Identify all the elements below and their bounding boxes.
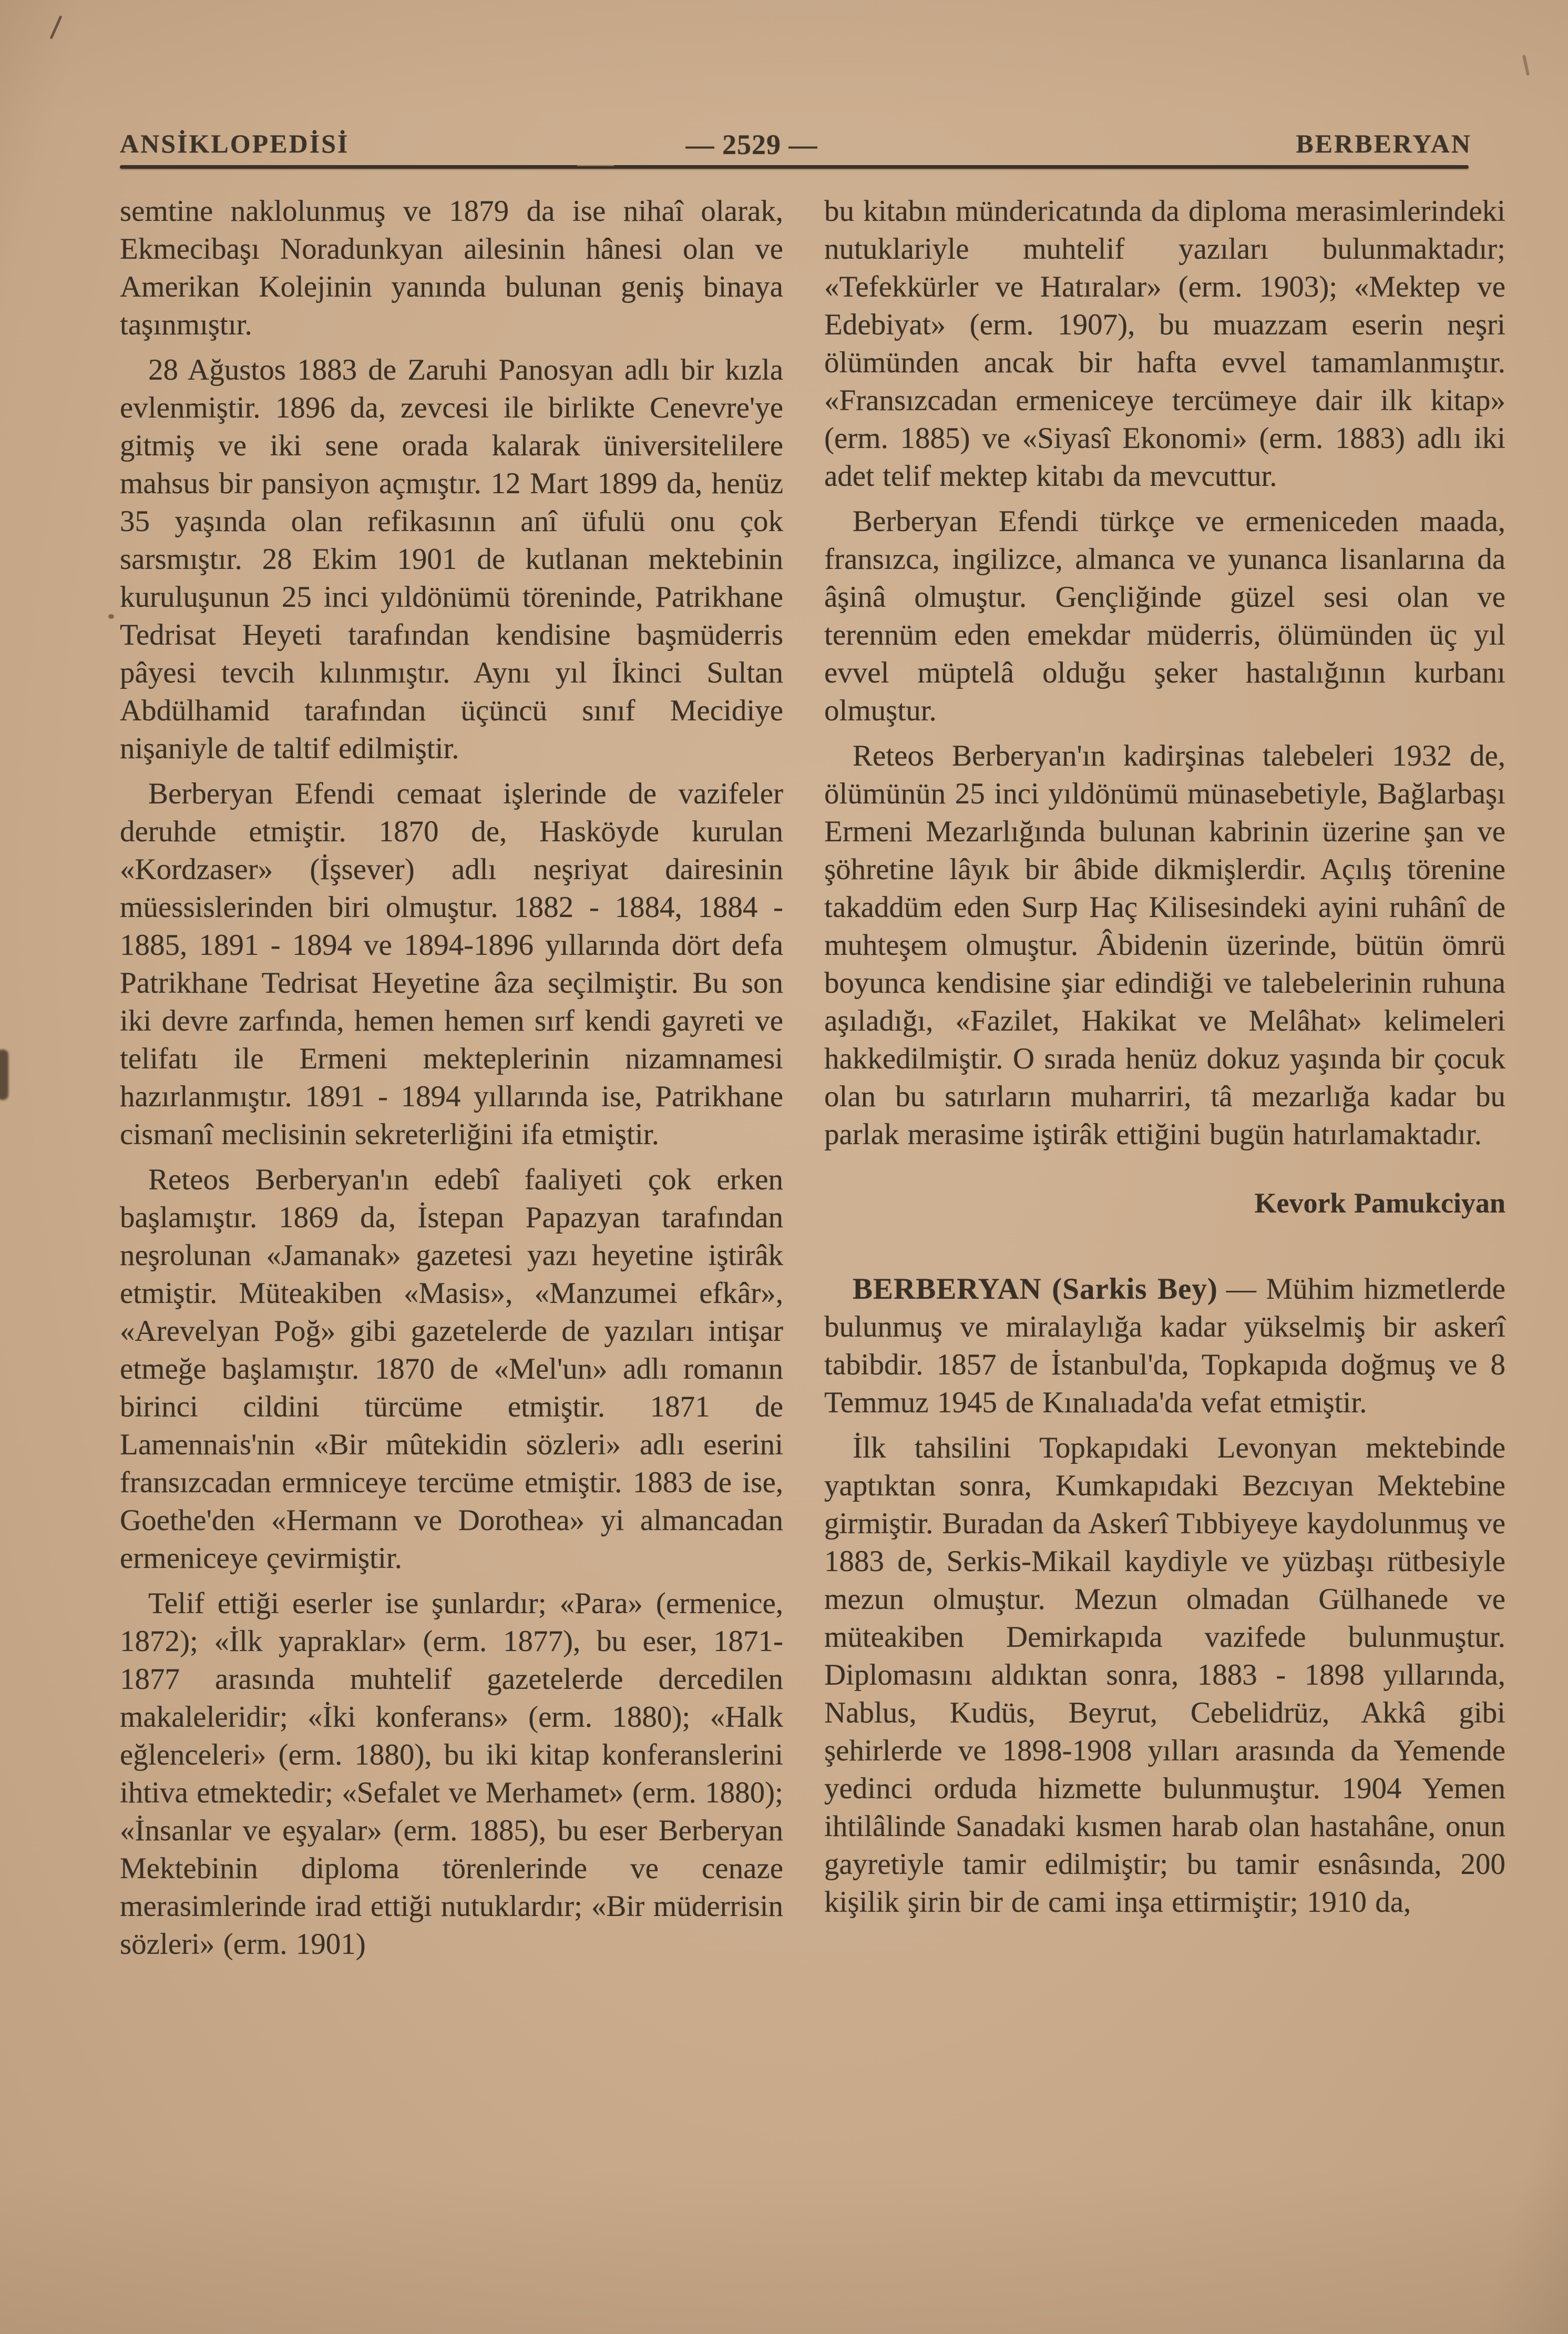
header-page-number: — 2529 — xyxy=(685,129,818,160)
paragraph: Reteos Berberyan'ın edebî faaliyeti çok erken başlamıştır. 1869 da, İstepan Papazyan tarafından neşrolunan «Jamanak» gazetesi yazı heyetine iştirâk etmiştir. Müteakiben «Masis», «Manzumei efkâr», «Arevelyan Poğ» gibi gazetelerde de yazıları intişar etmeğe başlamıştır. 1870 de «Mel'un» adlı romanın birinci cildini türcüme etmiştir. 1871 de Lamennais'nin «Bir mûtekidin sözleri» adlı eserini fransızcadan ermniceye tercüme etmiştir. 1883 de ise, Goethe'den «Hermann ve Dorothea» yi almancadan ermeniceye çevirmiştir. xyxy=(120,1163,783,1575)
ink-speck xyxy=(49,15,62,39)
entry-berberyan-sarkis-bey xyxy=(824,1270,1505,1422)
left-column xyxy=(120,192,783,1963)
paragraph: Berberyan Efendi cemaat işlerinde de vazifeler deruhde etmiştir. 1870 de, Hasköyde kurulan «Kordzaser» (İşsever) adlı neşriyat dairesinin müessislerinden biri olmuştur. 1882 - 1884, 1884 - 1885, 1891 - 1894 ve 1894-1896 yıllarında dört defa Patrikhane Tedrisat Heyetine âza seçilmiştir. Bu son iki devre zarfında, hemen hemen sırf kendi gayreti ve telifatı ile Ermeni mekteplerinin nizamnamesi hazırlanmıştır. 1891 - 1894 yıllarında ise, Patrikhane cismanî meclisinin sekreterliğini ifa etmiştir. xyxy=(120,777,783,1151)
paragraph: Reteos Berberyan'ın kadirşinas talebeleri 1932 de, ölümünün 25 inci yıldönümü münasebetiyle, Bağlarbaşı Ermeni Mezarlığında bulunan kabrinin üzerine şan ve şöhretine lâyık bir âbide dikmişlerdir. Açılış törenine takaddüm eden Surp Haç Kilisesindeki ayini ruhânî de muhteşem olmuştur. Âbidenin üzerinde, bütün ömrü boyunca kendisine şiar edindiği ve talebelerinin ruhuna aşıladığı, «Fazilet, Hakikat ve Melâhat» kelimeleri hakkedilmiştir. O sırada henüz dokuz yaşında bir çocuk olan bu satırların muharriri, tâ mezarlığa kadar bu parlak merasime iştirâk ettiğini bugün hatırlamaktadır. xyxy=(824,739,1505,1151)
paragraph-continuation: semtine naklolunmuş ve 1879 da ise nihaî olarak, Ekmecibaşı Noradunkyan ailesinin hânesi olan ve Amerikan Kolejinin yanında bulunan geniş binaya taşınmıştır. xyxy=(120,195,783,341)
paragraph: Berberyan Efendi türkçe ve ermeniceden maada, fransızca, ingilizce, almanca ve yunanca lisanlarına da âşinâ olmuştur. Gençliğinde güzel sesi olan ve terennüm eden emekdar müderris, ölümünden üç yıl evvel müptelâ olduğu şeker hastalığının kurbanı olmuştur. xyxy=(824,505,1505,727)
paragraph: 28 Ağustos 1883 de Zaruhi Panosyan adlı bir kızla evlenmiştir. 1896 da, zevcesi ile birlikte Cenevre'ye gitmiş ve iki sene orada kalarak üniversitelilere mahsus bir pansiyon açmıştır. 12 Mart 1899 da, henüz 35 yaşında olan refikasının anî üfulü onu çok sarsmıştır. 28 Ekim 1901 de kutlanan mektebinin kuruluşunun 25 inci yıldönümü töreninde, Patrikhane Tedrisat Heyeti tarafından kendisine başmüderris pâyesi tevcih kılınmıştır. Aynı yıl İkinci Sultan Abdülhamid tarafından üçüncü sınıf Mecidiye nişaniyle de taltif edilmiştir. xyxy=(120,353,783,765)
author-signature: Kevork Pamukciyan xyxy=(1254,1187,1505,1219)
header-journal-title: ANSİKLOPEDİSİ xyxy=(120,129,350,158)
rule-break xyxy=(577,164,614,166)
ink-speck xyxy=(108,614,114,619)
page-header xyxy=(120,125,1472,162)
paragraph: İlk tahsilini Topkapıdaki Levonyan mektebinde yaptıktan sonra, Kumkapıdaki Bezcıyan Mektebine girmiştir. Buradan da Askerî Tıbbiyeye kaydolunmuş ve 1883 de, Serkis-Mikail kaydiyle ve yüzbaşı rütbesiyle mezun olmuştur. Mezun olmadan Gülhanede ve müteakiben Demirkapıda vazifede bulunmuştur. Diplomasını aldıktan sonra, 1883 - 1898 yıllarında, Nablus, Kudüs, Beyrut, Cebelidrüz, Akkâ gibi şehirlerde ve 1898-1908 yılları arasında da Yemende yedinci orduda hizmette bulunmuştur. 1904 Yemen ihtilâlinde Sanadaki kısmen harab olan hastahâne, onun gayretiyle tamir edilmiştir; bu tamir esnâsında, 200 kişilik şirin bir de cami inşa ettirmiştir; 1910 da, xyxy=(824,1431,1505,1919)
header-rule xyxy=(120,165,1469,169)
header-entry-name: BERBERYAN xyxy=(1296,129,1472,158)
paragraph: Telif ettiği eserler ise şunlardır; «Para» (ermenice, 1872); «İlk yapraklar» (erm. 1877), bu eser, 1871-1877 arasında muhtelif gazetelerde dercedilen makaleleridir; «İki konferans» (erm. 1880); «Halk eğlenceleri» (erm. 1880), bu iki kitap konferanslerini ihtiva etmektedir; «Sefalet ve Merhamet» (erm. 1880); «İnsanlar ve eşyalar» (erm. 1885), bu eser Berberyan Mektebinin diploma törenlerinde ve cenaze merasimlerinde irad ettiği nutuklardır; «Bir müderrisin sözleri» (erm. 1901) xyxy=(120,1587,783,1961)
ink-smudge xyxy=(0,1049,8,1100)
right-column xyxy=(824,192,1505,1921)
entry-intro-text: — Mühim hizmetlerde bulunmuş ve miralaylığa kadar yükselmiş bir askerî tabibdir. 1857 de İstanbul'da, Topkapıda doğmuş ve 8 Temmuz 1945 de Kınalıada'da vefat etmiştir. xyxy=(824,1272,1505,1419)
paragraph-continuation: bu kitabın mündericatında da diploma merasimlerindeki nutuklariyle muhtelif yazıları bulunmaktadır; «Tefekkürler ve Hatıralar» (erm. 1903); «Mektep ve Edebiyat» (erm. 1907), bu muazzam eserin neşri ölümünden ancak bir hafta evvel tamamlanmıştır. «Fransızcadan ermeniceye tercümeye dair ilk kitap» (erm. 1885) ve «Siyasî Ekonomi» (erm. 1883) adlı iki adet telif mektep kitabı da mevcuttur. xyxy=(824,195,1505,493)
entry-title: BERBERYAN (Sarkis Bey) xyxy=(853,1272,1218,1306)
ink-speck xyxy=(1522,55,1530,76)
